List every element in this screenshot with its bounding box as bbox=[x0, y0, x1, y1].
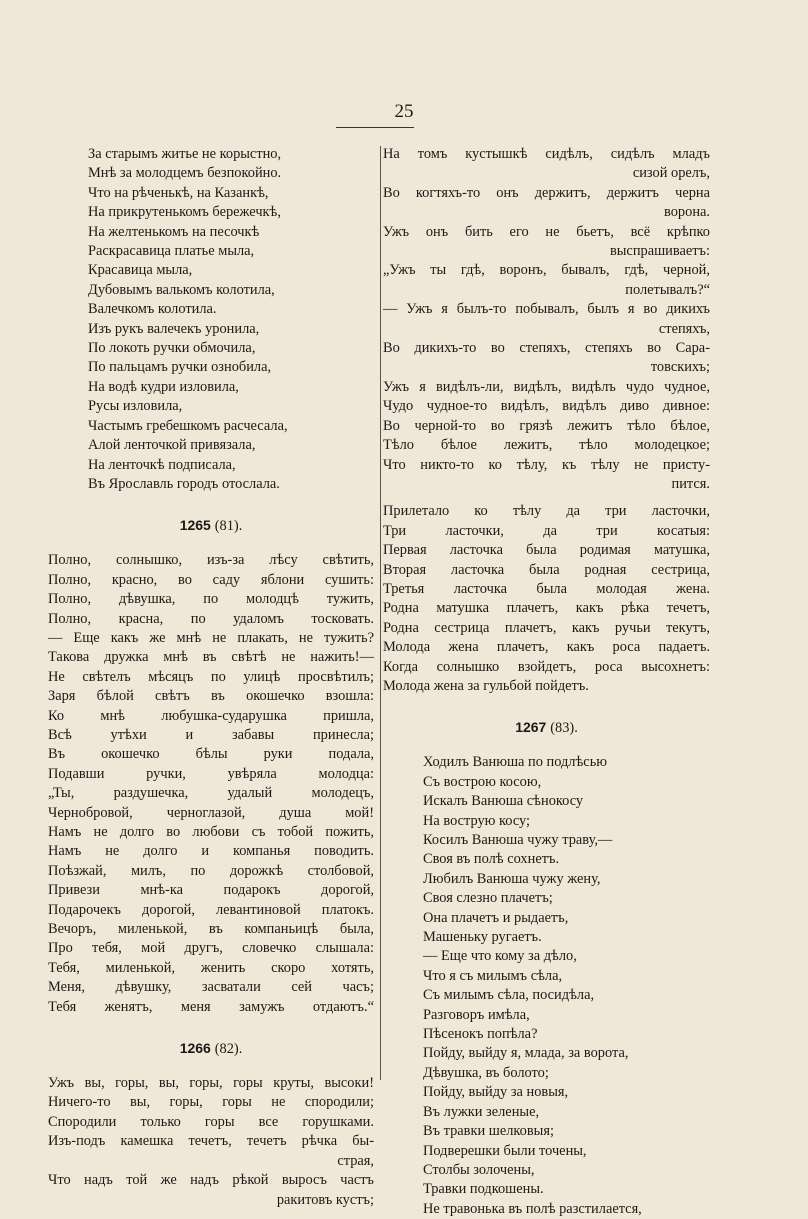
song-1267-text bbox=[383, 753, 710, 1219]
verse-line: Всѣ утѣхи и забавы принесла; bbox=[48, 726, 374, 743]
verse-line: На прикрутенькомъ бережечкѣ, bbox=[88, 204, 281, 221]
verse-line: Ужъ онъ бить его не бьетъ, всё крѣпко bbox=[383, 223, 710, 240]
verse-line: Съ милымъ сѣла, посидѣла, bbox=[423, 987, 595, 1004]
verse-line: Пойду, выйду я, млада, за ворота, bbox=[423, 1045, 629, 1062]
song-1266-continuation bbox=[383, 145, 710, 494]
left-column bbox=[48, 145, 374, 1210]
verse-line: Она плачетъ и рыдаетъ, bbox=[423, 909, 569, 926]
verse-line: Подарочекъ дорогой, левантиновой платокъ. bbox=[48, 901, 374, 918]
verse-line: Ничего-то вы, горы, горы не спородили; bbox=[48, 1094, 374, 1111]
verse-line: Алой ленточкой привязала, bbox=[88, 437, 256, 454]
verse-line: Русы изловила, bbox=[88, 398, 183, 415]
verse-line: Вторая ласточка была родная сестрица, bbox=[383, 561, 710, 578]
page-number: 25 bbox=[394, 101, 414, 122]
verse-line: — Еще какъ же мнѣ не плакать, не тужить? bbox=[48, 629, 374, 646]
song-1266-text bbox=[48, 1074, 374, 1210]
verse-line: Въ Ярославль городъ отослала. bbox=[88, 475, 280, 492]
verse-line: Родна сестрица плачетъ, какъ ручьи текутъ, bbox=[383, 619, 710, 636]
verse-line: Меня, дѣвушку, засватали сей часъ; bbox=[48, 979, 374, 996]
verse-line: На ленточкѣ подписала, bbox=[88, 456, 236, 473]
verse-line: Что никто-то ко тѣлу, къ тѣлу не присту- bbox=[383, 456, 710, 473]
verse-line: Въ травки шелковыя; bbox=[423, 1123, 554, 1140]
verse-line: Травки подкошены. bbox=[423, 1181, 544, 1198]
song-ref: (83). bbox=[550, 720, 578, 737]
song-number: 1265 bbox=[179, 517, 211, 534]
verse-line: Пѣсенокъ попѣла? bbox=[423, 1026, 538, 1043]
verse-turnover: ракитовъ кустъ; bbox=[276, 1191, 374, 1208]
verse-line: Что надъ той же надъ рѣкой выросъ частъ bbox=[48, 1172, 374, 1189]
verse-line: Столбы золочены, bbox=[423, 1161, 535, 1178]
song-1266-stanza-2 bbox=[383, 502, 710, 696]
song-1265-text bbox=[48, 551, 374, 1017]
verse-line: На желтенькомъ на песочкѣ bbox=[88, 223, 260, 240]
verse-line: Полно, дѣвушка, по молодцѣ тужить, bbox=[48, 591, 374, 608]
verse-line: Что на рѣченькѣ, на Казанкѣ, bbox=[88, 184, 269, 201]
verse-line: Намъ не долго во любови съ тобой пожить, bbox=[48, 824, 374, 840]
verse-line: Молода жена плачетъ, какъ роса падаетъ. bbox=[383, 639, 710, 656]
page-number-rule bbox=[336, 127, 414, 128]
verse-line: Дѣвушка, въ болото; bbox=[423, 1064, 549, 1081]
verse-line: Полно, красно, во саду яблони сушить: bbox=[48, 571, 374, 588]
verse-line: Привези мнѣ-ка подарокъ дорогой, bbox=[48, 882, 374, 899]
verse-turnover: выспрашиваетъ: bbox=[609, 243, 710, 260]
verse-line: Тѣло бѣлое лежитъ, тѣло молодецкое; bbox=[383, 437, 710, 454]
verse-line: Поѣзжай, милъ, по дорожкѣ столбовой, bbox=[48, 862, 374, 879]
verse-line: Первая ласточка была родимая матушка, bbox=[383, 542, 710, 559]
right-column bbox=[383, 145, 710, 1219]
verse-line: „Ужъ ты гдѣ, воронъ, бывалъ, гдѣ, черной, bbox=[383, 262, 710, 279]
verse-line: На вострую косу; bbox=[423, 812, 531, 829]
column-divider bbox=[380, 146, 381, 1080]
verse-line: Во черной-то во грязѣ лежитъ тѣло бѣлое, bbox=[383, 417, 710, 434]
verse-line: Пойду, выйду за новыя, bbox=[423, 1084, 569, 1101]
verse-line: Тебя женятъ, меня замужъ отдаютъ.“ bbox=[48, 998, 374, 1015]
verse-line: Въ лужки зеленые, bbox=[423, 1103, 540, 1120]
verse-line: Прилетало ко тѣлу да три ласточки, bbox=[383, 503, 710, 520]
song-heading-1266 bbox=[48, 1039, 374, 1058]
verse-line: Съ вострою косою, bbox=[423, 773, 542, 790]
verse-line: — Ужъ я былъ-то побывалъ, былъ я во дикихъ bbox=[383, 301, 710, 318]
verse-line: Во дикихъ-то во степяхъ, степяхъ во Сара- bbox=[383, 340, 710, 357]
verse-line: Такова дружка мнѣ въ свѣтѣ не нажить!— bbox=[48, 649, 374, 666]
verse-line: Вечоръ, миленькой, въ компаньицѣ была, bbox=[48, 921, 374, 938]
verse-line: Во когтяхъ-то онъ держитъ, держитъ черна bbox=[383, 184, 710, 201]
verse-turnover: полетывалъ?“ bbox=[625, 281, 710, 298]
verse-turnover: сизой орелъ, bbox=[632, 165, 710, 182]
verse-line: Ужъ я видѣлъ-ли, видѣлъ, видѣлъ чудо чудное, bbox=[383, 378, 710, 395]
verse-line: Машеньку ругаетъ. bbox=[423, 929, 542, 946]
song-ref: (81). bbox=[214, 518, 243, 535]
verse-line: Разговоръ имѣла, bbox=[423, 1006, 530, 1023]
verse-line: Третья ласточка была молодая жена. bbox=[383, 580, 710, 597]
verse-line: Что я съ милымъ сѣла, bbox=[423, 967, 563, 984]
verse-line: Намъ не долго и компанья поводить. bbox=[48, 843, 374, 860]
verse-line: Три ласточки, да три косатыя: bbox=[383, 522, 710, 539]
verse-line: Родна матушка плачетъ, какъ рѣка течетъ, bbox=[383, 600, 710, 617]
verse-turnover: пится. bbox=[671, 475, 710, 492]
verse-line: Спородили только горы все горушками. bbox=[48, 1113, 374, 1130]
verse-line: Своя въ полѣ сохнетъ. bbox=[423, 851, 560, 868]
verse-line: Дубовымъ валькомъ колотила, bbox=[88, 281, 275, 298]
verse-line: Молода жена за гульбой пойдетъ. bbox=[383, 677, 589, 694]
verse-turnover: степяхъ, bbox=[658, 320, 710, 337]
verse-line: Чудо чудное-то видѣлъ, видѣлъ диво дивное: bbox=[383, 398, 710, 415]
verse-turnover: ворона. bbox=[664, 204, 710, 221]
verse-line: Подверешки были точены, bbox=[423, 1142, 587, 1159]
verse-line: Тебя, миленькой, женить скоро хотять, bbox=[48, 959, 374, 976]
verse-line: По пальцамъ ручки ознобила, bbox=[88, 359, 272, 376]
verse-line: Любилъ Ванюша чужу жену, bbox=[423, 870, 601, 887]
song-heading-1267 bbox=[383, 718, 710, 737]
verse-turnover: товскихъ; bbox=[650, 359, 710, 376]
verse-line: Ужъ вы, горы, вы, горы, горы круты, высоки! bbox=[48, 1075, 374, 1092]
verse-line: Своя слезно плачетъ; bbox=[423, 890, 553, 907]
verse-line: Ко мнѣ любушка-сударушка пришла, bbox=[48, 707, 374, 724]
verse-line: Валечкомъ колотила. bbox=[88, 301, 217, 318]
song-number: 1267 bbox=[515, 719, 547, 736]
verse-line: Ходилъ Ванюша по подлѣсью bbox=[423, 754, 608, 771]
verse-line: Не свѣтелъ мѣсяцъ по улицѣ просвѣтилъ; bbox=[48, 668, 374, 685]
verse-line: Раскрасавица платье мыла, bbox=[88, 243, 255, 260]
verse-line: Изъ рукъ валечекъ уронила, bbox=[88, 320, 260, 337]
verse-line: Красавица мыла, bbox=[88, 262, 193, 279]
song-ref: (82). bbox=[214, 1041, 243, 1058]
verse-line: На водѣ кудри изловила, bbox=[88, 378, 239, 395]
verse-line: Полно, солнышко, изъ-за лѣсу свѣтить, bbox=[48, 552, 374, 569]
verse-line: Заря бѣлой свѣтъ въ окошечко взошла: bbox=[48, 688, 374, 705]
song-number: 1266 bbox=[179, 1040, 211, 1057]
verse-line: Про тебя, мой другъ, словечко слышала: bbox=[48, 940, 374, 957]
verse-line: Полно, красна, по удаломъ тосковать. bbox=[48, 610, 374, 627]
verse-line: Чернобровой, черноглазой, душа мой! bbox=[48, 804, 374, 821]
verse-line: Въ окошечко бѣлы руки подала, bbox=[48, 746, 374, 763]
verse-line: — Еще что кому за дѣло, bbox=[423, 948, 577, 965]
song-heading-1265 bbox=[48, 516, 374, 535]
verse-continuation bbox=[48, 145, 374, 494]
verse-line: Изъ-подъ камешка течетъ, течетъ рѣчка бы- bbox=[48, 1133, 374, 1150]
verse-line: За старымъ житье не корыстно, bbox=[88, 146, 282, 162]
verse-line: Когда солнышко взойдетъ, роса высохнетъ: bbox=[383, 658, 710, 675]
verse-line: Не травонька въ полѣ разстилается, bbox=[423, 1200, 642, 1217]
verse-line: Подавши ручки, увѣряла молодца: bbox=[48, 765, 374, 782]
verse-line: Косилъ Ванюша чужу траву,— bbox=[423, 832, 613, 848]
verse-line: Искалъ Ванюша сѣнокосу bbox=[423, 793, 584, 810]
verse-line: „Ты, раздушечка, удалый молодецъ, bbox=[48, 785, 374, 802]
verse-line: На томъ кустышкѣ сидѣлъ, сидѣлъ младъ bbox=[383, 146, 710, 162]
verse-turnover: страя, bbox=[337, 1152, 374, 1169]
verse-line: Частымъ гребешкомъ расчесала, bbox=[88, 417, 288, 434]
verse-line: Мнѣ за молодцемъ безпокойно. bbox=[88, 165, 282, 182]
verse-line: По локоть ручки обмочила, bbox=[88, 340, 256, 357]
